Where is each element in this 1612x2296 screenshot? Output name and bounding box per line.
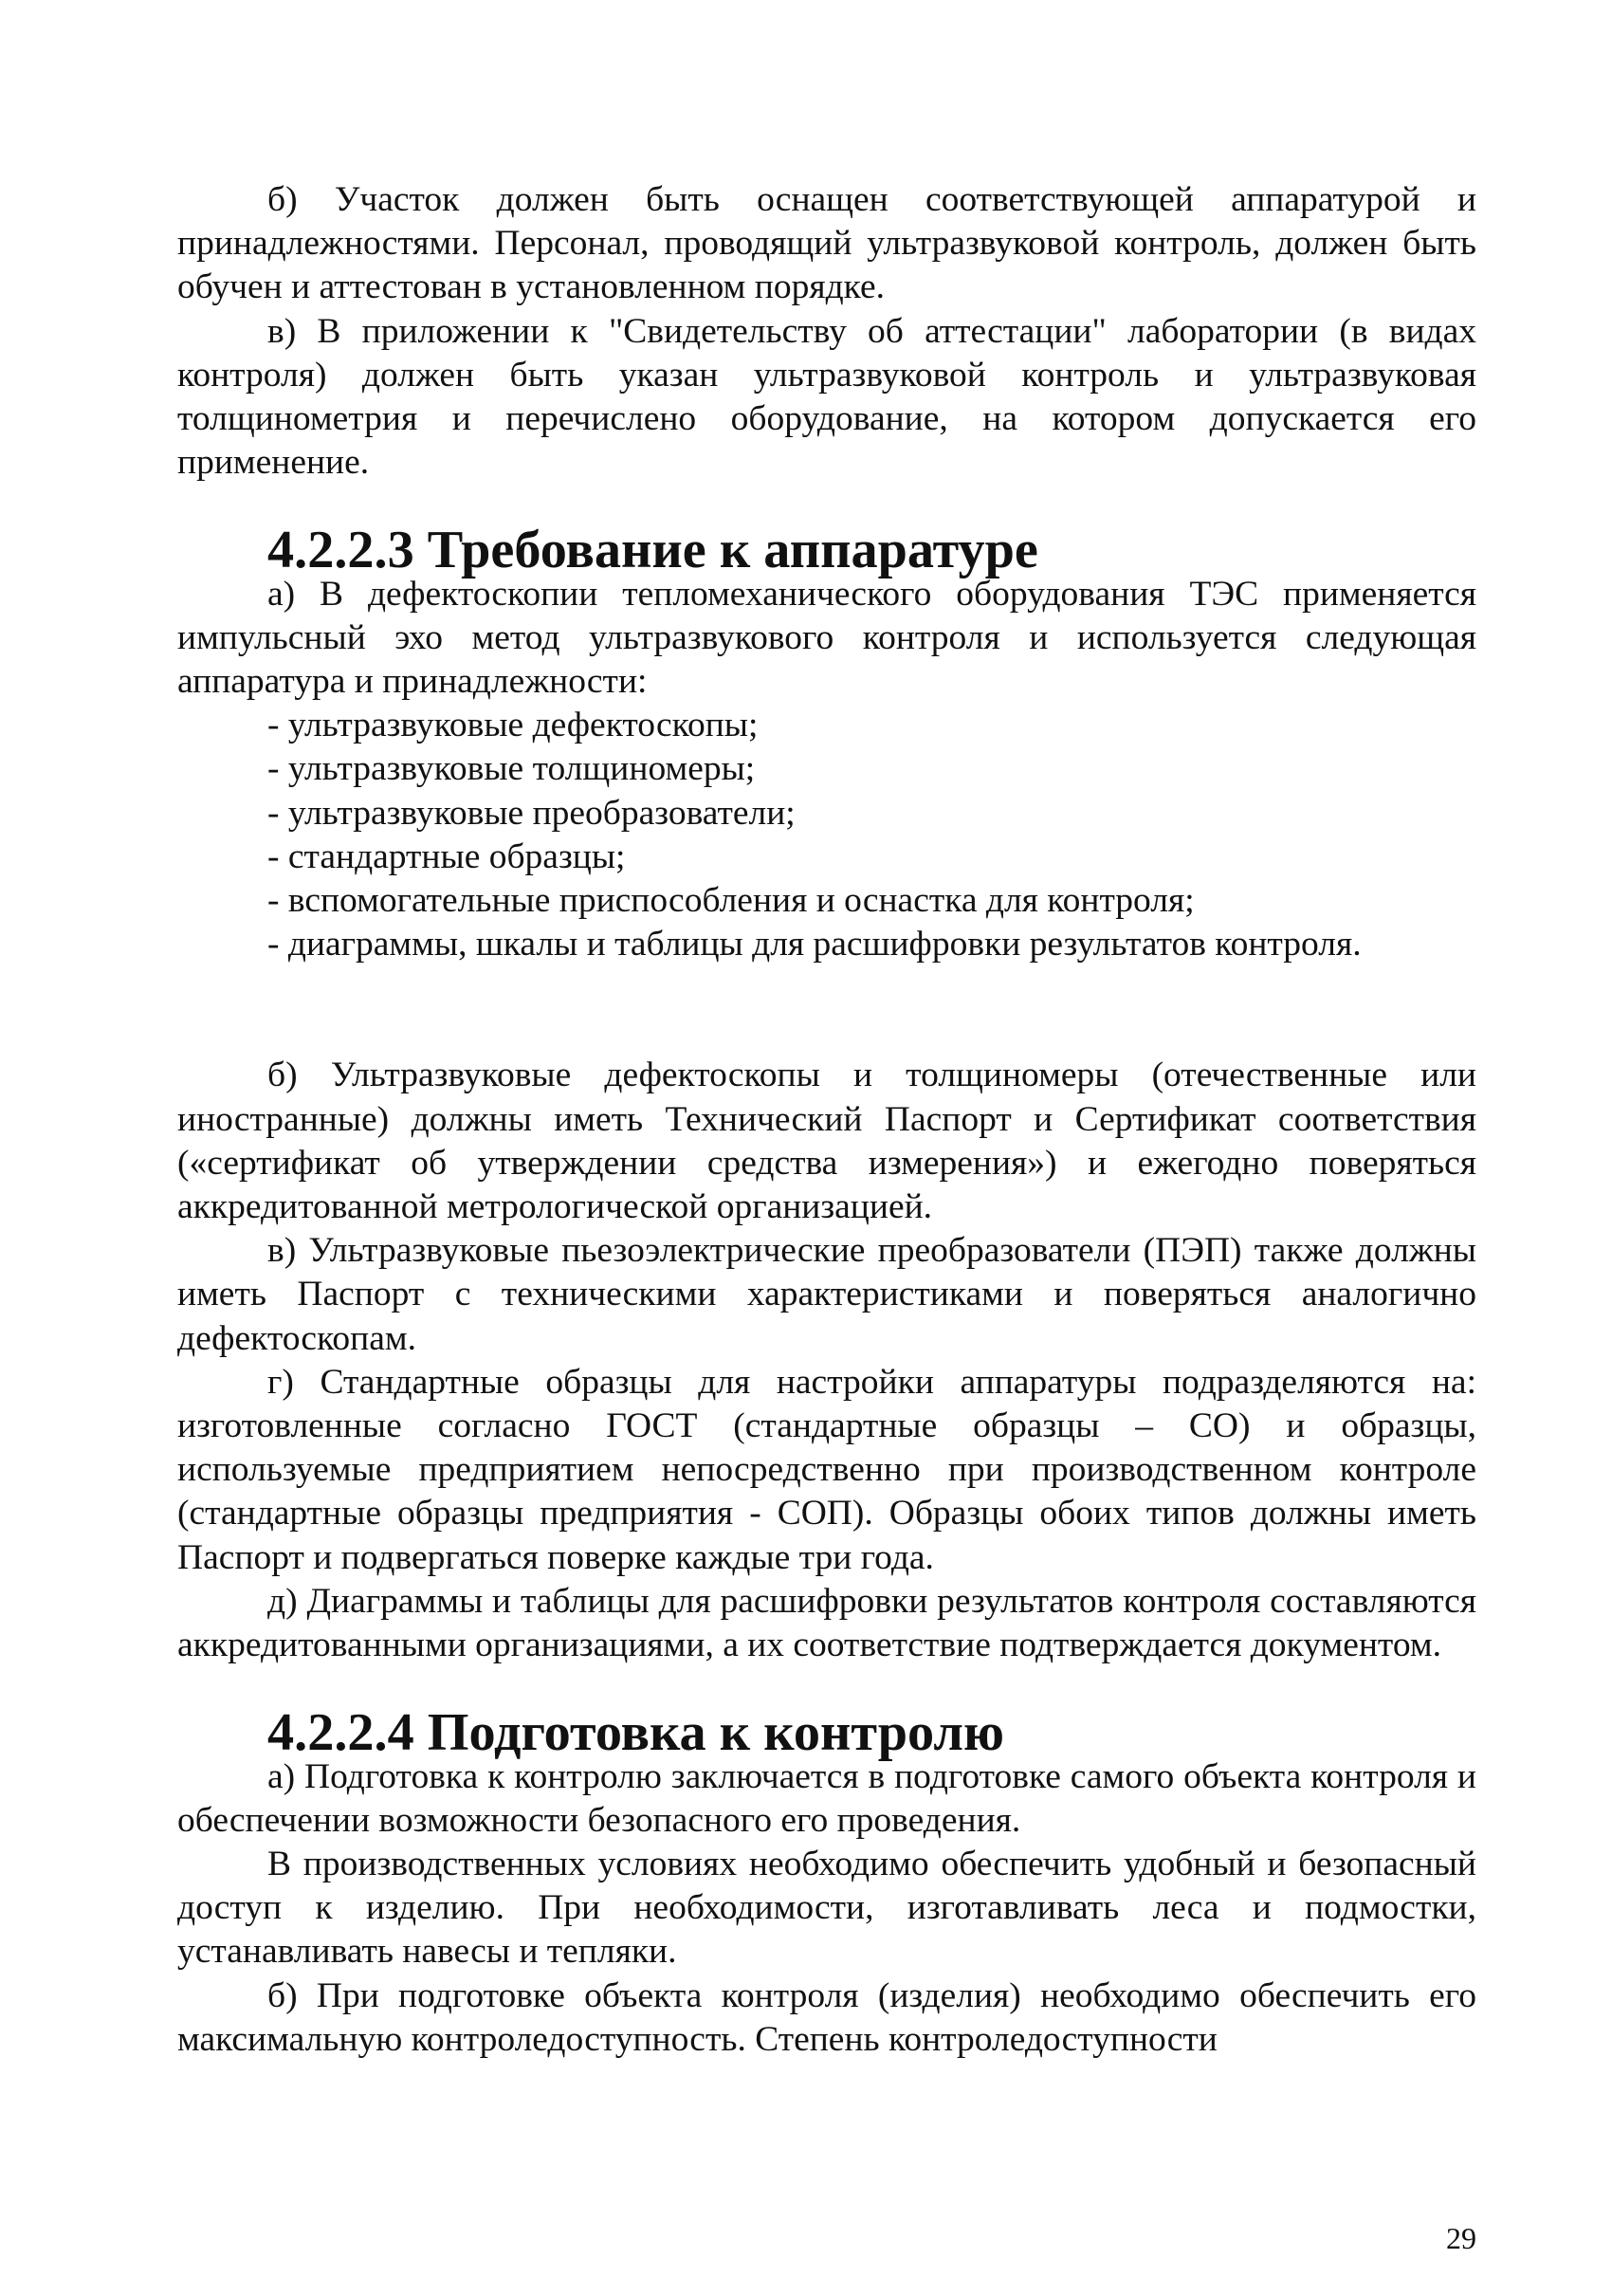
paragraph-b-accessibility: б) При подготовке объекта контроля (изделия) необходимо обеспечить его максимальную контроледоступность. Степень контроледоступности	[177, 1975, 1476, 2059]
list-item: - ультразвуковые толщиномеры;	[267, 749, 756, 789]
paragraph-d-diagrams: д) Диаграммы и таблицы для расшифровки результатов контроля составляются аккредитованными организациями, а их соответствие подтверждается документом.	[177, 1581, 1476, 1665]
list-item: - диаграммы, шкалы и таблицы для расшифровки результатов контроля.	[267, 925, 1362, 964]
page-content	[177, 178, 1476, 2062]
paragraph-v-certificate: в) В приложении к "Свидетельству об аттестации" лаборатории (в видах контроля) должен быть указан ультразвуковой контроль и ультразвуковая толщинометрия и перечислено оборудование, на котором допускается его применение.	[177, 311, 1476, 483]
paragraph-v-transducers: в) Ультразвуковые пьезоэлектрические преобразователи (ПЭП) также должны иметь Паспорт с техническими характеристиками и поверяться аналогично дефектоскопам.	[177, 1231, 1476, 1358]
paragraph-b-equipment: б) Участок должен быть оснащен соответствующей аппаратурой и принадлежностями. Персонал, проводящий ультразвуковой контроль, должен быть обучен и аттестован в установленном порядке.	[177, 180, 1476, 307]
list-item: - стандартные образцы;	[267, 836, 626, 876]
list-item: - ультразвуковые преобразователи;	[267, 793, 796, 833]
list-item: - ультразвуковые дефектоскопы;	[267, 706, 759, 745]
section-heading-4224: 4.2.2.4 Подготовка к контролю	[267, 1703, 1004, 1763]
equipment-list	[177, 704, 1476, 966]
paragraph-g-standard-samples: г) Стандартные образцы для настройки аппаратуры подразделяются на: изготовленные согласно ГОСТ (стандартные образцы – СО) и образцы, используемые предприятием непосредственно при производственном контроле (стандартные образцы предприятия - СОП). Образцы обоих типов должны иметь Паспорт и подвергаться поверке каждые три года.	[177, 1362, 1476, 1577]
section-gap	[177, 966, 1476, 1054]
paragraph-b-flaw-detectors: б) Ультразвуковые дефектоскопы и толщиномеры (отечественные или иностранные) должны иметь Технический Паспорт и Сертификат соответствия («сертификат об утверждении средства измерения») и ежегодно поверяться аккредитованной метрологической организацией.	[177, 1056, 1476, 1227]
section-heading-4223: 4.2.2.3 Требование к аппаратуре	[267, 521, 1038, 580]
paragraph-production-conditions: В производственных условиях необходимо обеспечить удобный и безопасный доступ к изделию. При необходимости, изготавливать леса и подмостки, устанавливать навесы и тепляки.	[177, 1844, 1476, 1972]
paragraph-a-method: а) В дефектоскопии тепломеханического оборудования ТЭС применяется импульсный эхо метод ультразвукового контроля и используется следующая аппаратура и принадлежности:	[177, 574, 1476, 702]
list-item: - вспомогательные приспособления и оснастка для контроля;	[267, 881, 1195, 921]
paragraph-a-preparation: а) Подготовка к контролю заключается в подготовке самого объекта контроля и обеспечении возможности безопасного его проведения.	[177, 1756, 1476, 1840]
page-number: 29	[1446, 2221, 1476, 2255]
